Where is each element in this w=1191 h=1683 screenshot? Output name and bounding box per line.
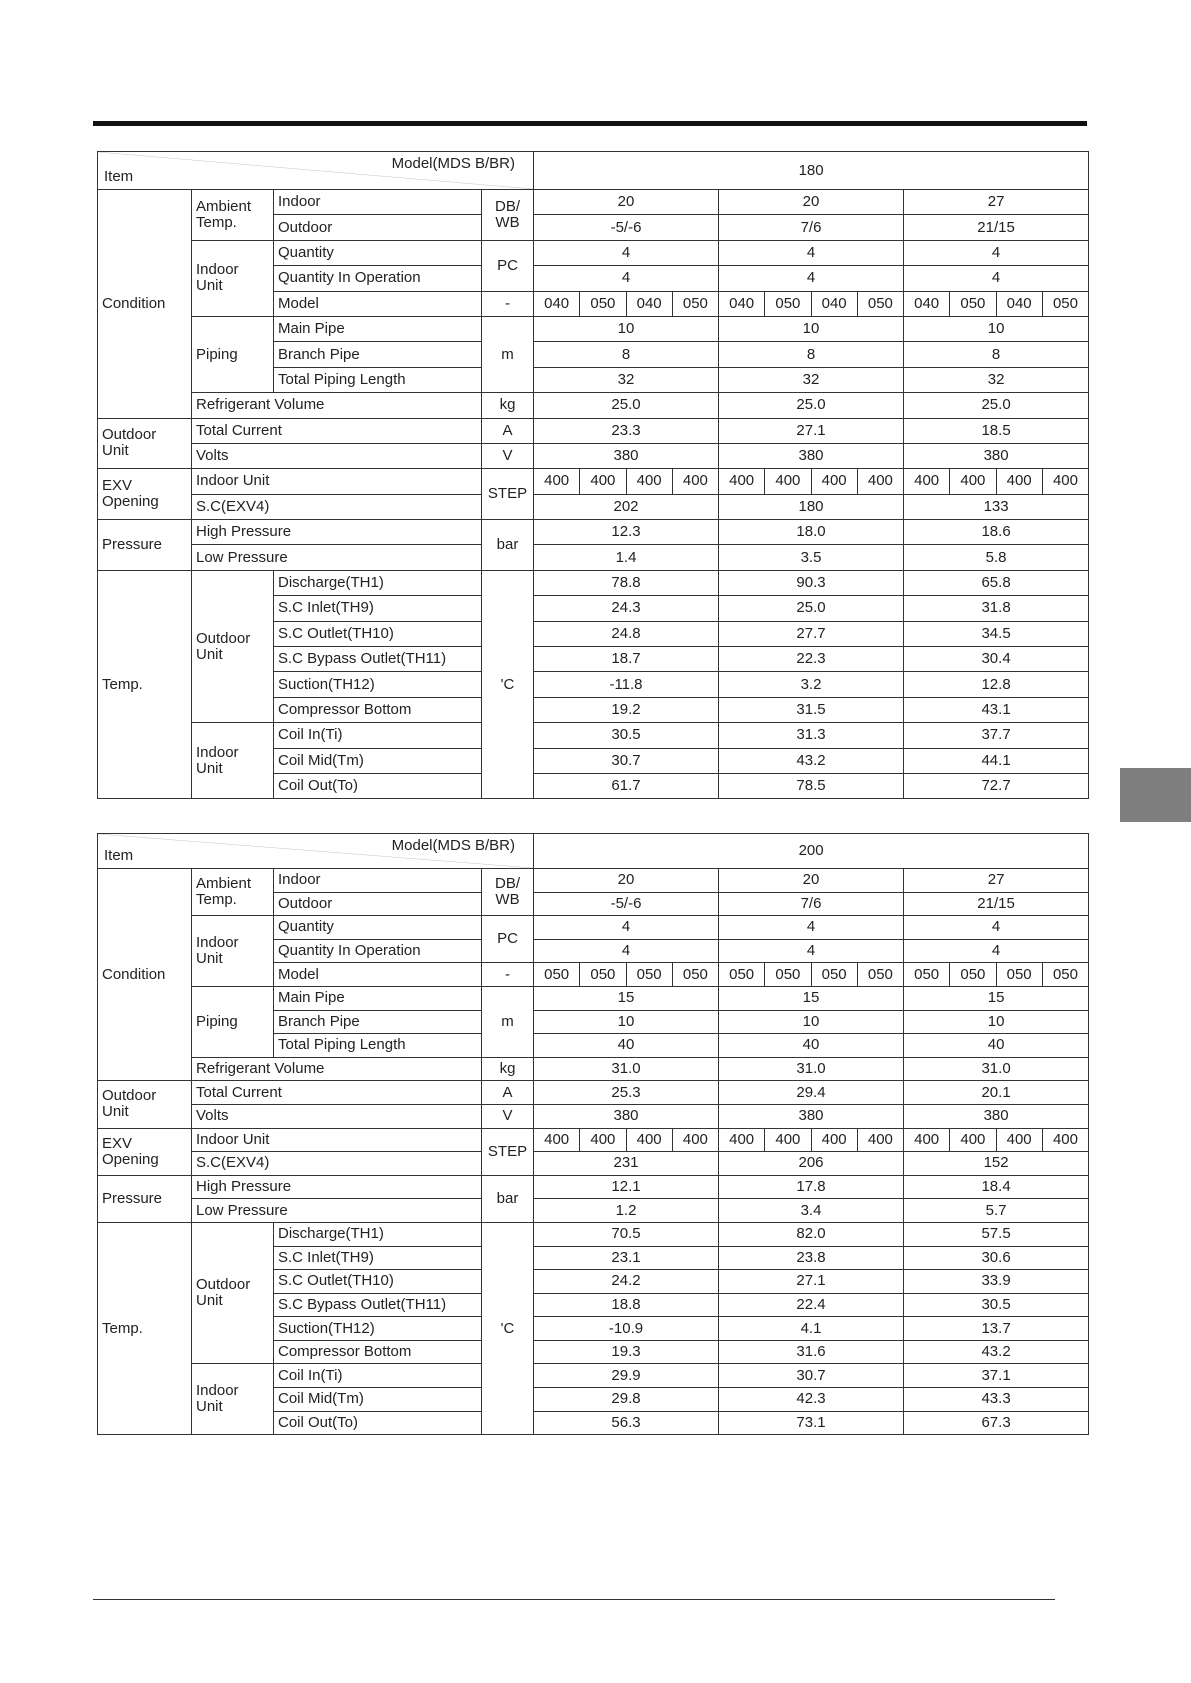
value-cell: 30.5 bbox=[904, 1293, 1089, 1317]
sub-value-cell: 400 bbox=[996, 1128, 1042, 1152]
compressor-bottom-label: Compressor Bottom bbox=[274, 697, 482, 722]
total-piping-label: Total Piping Length bbox=[274, 1034, 482, 1058]
value-cell: 10 bbox=[904, 1010, 1089, 1034]
sub-value-cell: 050 bbox=[857, 291, 903, 316]
value-cell: 380 bbox=[904, 443, 1089, 468]
sub-value-cell: 050 bbox=[950, 291, 996, 316]
coil-in-label: Coil In(Ti) bbox=[274, 1364, 482, 1388]
sc-bypass-label: S.C Bypass Outlet(TH11) bbox=[274, 647, 482, 672]
indoor-temp-label: Indoor bbox=[274, 869, 482, 893]
sub-value-cell: 400 bbox=[580, 1128, 626, 1152]
value-cell: 21/15 bbox=[904, 215, 1089, 240]
value-cell: 8 bbox=[534, 342, 719, 367]
value-cell: 10 bbox=[719, 316, 904, 341]
value-cell: 24.2 bbox=[534, 1270, 719, 1294]
value-cell: 40 bbox=[904, 1034, 1089, 1058]
value-cell: 10 bbox=[719, 1010, 904, 1034]
value-cell: 380 bbox=[534, 443, 719, 468]
sub-value-cell: 040 bbox=[534, 291, 580, 316]
indoor-unit-label: Indoor Unit bbox=[192, 916, 274, 987]
value-cell: 31.0 bbox=[534, 1057, 719, 1081]
value-cell: 42.3 bbox=[719, 1388, 904, 1412]
main-pipe-label: Main Pipe bbox=[274, 316, 482, 341]
value-cell: 4 bbox=[534, 916, 719, 940]
value-cell: 37.7 bbox=[904, 723, 1089, 748]
unit-bar: bar bbox=[482, 520, 534, 571]
bottom-rule bbox=[93, 1599, 1055, 1600]
value-cell: 23.8 bbox=[719, 1246, 904, 1270]
value-cell: 57.5 bbox=[904, 1222, 1089, 1246]
value-cell: 4 bbox=[534, 240, 719, 265]
sub-value-cell: 050 bbox=[534, 963, 580, 987]
value-cell: 43.3 bbox=[904, 1388, 1089, 1412]
value-cell: 4 bbox=[534, 266, 719, 291]
unit-celsius: 'C bbox=[482, 1222, 534, 1434]
quantity-label: Quantity bbox=[274, 916, 482, 940]
outdoor-unit-label: Outdoor Unit bbox=[98, 418, 192, 469]
sub-value-cell: 050 bbox=[672, 963, 718, 987]
value-cell: 3.5 bbox=[719, 545, 904, 570]
value-cell: 4 bbox=[534, 939, 719, 963]
value-cell: 380 bbox=[719, 443, 904, 468]
value-cell: 73.1 bbox=[719, 1411, 904, 1435]
indoor-unit-label: Indoor Unit bbox=[192, 240, 274, 316]
value-cell: 31.0 bbox=[904, 1057, 1089, 1081]
value-cell: 380 bbox=[534, 1104, 719, 1128]
sub-value-cell: 400 bbox=[857, 469, 903, 494]
value-cell: 31.5 bbox=[719, 697, 904, 722]
value-cell: 1.2 bbox=[534, 1199, 719, 1223]
sc-bypass-label: S.C Bypass Outlet(TH11) bbox=[274, 1293, 482, 1317]
sub-value-cell: 400 bbox=[1042, 469, 1088, 494]
value-cell: 40 bbox=[534, 1034, 719, 1058]
unit-v: V bbox=[482, 443, 534, 468]
sub-value-cell: 400 bbox=[765, 469, 811, 494]
value-cell: 30.4 bbox=[904, 647, 1089, 672]
value-cell: 380 bbox=[904, 1104, 1089, 1128]
value-cell: 22.4 bbox=[719, 1293, 904, 1317]
sub-value-cell: 400 bbox=[534, 1128, 580, 1152]
value-cell: 4 bbox=[904, 916, 1089, 940]
piping-label: Piping bbox=[192, 316, 274, 392]
value-cell: 32 bbox=[719, 367, 904, 392]
outdoor-temp-label: Outdoor bbox=[274, 215, 482, 240]
sub-value-cell: 050 bbox=[1042, 963, 1088, 987]
value-cell: 4 bbox=[904, 939, 1089, 963]
unit-celsius: 'C bbox=[482, 570, 534, 799]
low-pressure-label: Low Pressure bbox=[192, 1199, 482, 1223]
value-cell: 4 bbox=[904, 266, 1089, 291]
value-cell: 72.7 bbox=[904, 773, 1089, 798]
value-cell: 34.5 bbox=[904, 621, 1089, 646]
piping-label: Piping bbox=[192, 986, 274, 1057]
sub-value-cell: 050 bbox=[580, 291, 626, 316]
spec-table-200 bbox=[97, 833, 1089, 1435]
value-cell: 20 bbox=[534, 869, 719, 893]
value-cell: 24.8 bbox=[534, 621, 719, 646]
value-cell: 10 bbox=[904, 316, 1089, 341]
sub-value-cell: 400 bbox=[857, 1128, 903, 1152]
value-cell: 70.5 bbox=[534, 1222, 719, 1246]
sub-value-cell: 400 bbox=[719, 1128, 765, 1152]
value-cell: 18.0 bbox=[719, 520, 904, 545]
quantity-op-label: Quantity In Operation bbox=[274, 939, 482, 963]
value-cell: 8 bbox=[719, 342, 904, 367]
unit-bar: bar bbox=[482, 1175, 534, 1222]
sub-value-cell: 050 bbox=[857, 963, 903, 987]
value-cell: 43.2 bbox=[719, 748, 904, 773]
value-cell: 18.5 bbox=[904, 418, 1089, 443]
value-cell: 31.3 bbox=[719, 723, 904, 748]
sub-value-cell: 040 bbox=[811, 291, 857, 316]
sc-exv4-label: S.C(EXV4) bbox=[192, 494, 482, 519]
unit-a: A bbox=[482, 1081, 534, 1105]
outdoor-temp-label: Outdoor bbox=[274, 892, 482, 916]
quantity-op-label: Quantity In Operation bbox=[274, 266, 482, 291]
value-cell: 29.8 bbox=[534, 1388, 719, 1412]
sub-value-cell: 400 bbox=[904, 1128, 950, 1152]
model-number: 180 bbox=[534, 152, 1089, 190]
value-cell: 7/6 bbox=[719, 215, 904, 240]
sub-value-cell: 050 bbox=[811, 963, 857, 987]
item-model-header bbox=[98, 834, 534, 869]
value-cell: 29.4 bbox=[719, 1081, 904, 1105]
value-cell: 61.7 bbox=[534, 773, 719, 798]
value-cell: 4 bbox=[719, 939, 904, 963]
value-cell: 31.6 bbox=[719, 1340, 904, 1364]
model-label: Model bbox=[274, 291, 482, 316]
sub-value-cell: 400 bbox=[672, 469, 718, 494]
value-cell: 5.8 bbox=[904, 545, 1089, 570]
sc-inlet-label: S.C Inlet(TH9) bbox=[274, 596, 482, 621]
value-cell: 18.7 bbox=[534, 647, 719, 672]
value-cell: 18.6 bbox=[904, 520, 1089, 545]
value-cell: 202 bbox=[534, 494, 719, 519]
value-cell: 13.7 bbox=[904, 1317, 1089, 1341]
value-cell: 3.2 bbox=[719, 672, 904, 697]
ambient-temp-label: Ambient Temp. bbox=[192, 869, 274, 916]
temp-outdoor-unit-label: Outdoor Unit bbox=[192, 570, 274, 722]
value-cell: 30.7 bbox=[534, 748, 719, 773]
sub-value-cell: 050 bbox=[1042, 291, 1088, 316]
value-cell: 27 bbox=[904, 869, 1089, 893]
quantity-label: Quantity bbox=[274, 240, 482, 265]
value-cell: 20 bbox=[719, 869, 904, 893]
suction-label: Suction(TH12) bbox=[274, 1317, 482, 1341]
value-cell: 78.8 bbox=[534, 570, 719, 595]
compressor-bottom-label: Compressor Bottom bbox=[274, 1340, 482, 1364]
temp-label: Temp. bbox=[98, 570, 192, 799]
value-cell: 19.2 bbox=[534, 697, 719, 722]
sub-value-cell: 400 bbox=[765, 1128, 811, 1152]
exv-indoor-label: Indoor Unit bbox=[192, 1128, 482, 1152]
value-cell: 12.1 bbox=[534, 1175, 719, 1199]
refrigerant-label: Refrigerant Volume bbox=[192, 393, 482, 418]
sub-value-cell: 050 bbox=[904, 963, 950, 987]
sub-value-cell: 400 bbox=[534, 469, 580, 494]
value-cell: 180 bbox=[719, 494, 904, 519]
branch-pipe-label: Branch Pipe bbox=[274, 342, 482, 367]
unit-pc: PC bbox=[482, 916, 534, 963]
unit-step: STEP bbox=[482, 469, 534, 520]
sub-value-cell: 400 bbox=[626, 469, 672, 494]
unit-dbwb: DB/ WB bbox=[482, 869, 534, 916]
exv-opening-label: EXV Opening bbox=[98, 1128, 192, 1175]
value-cell: 27.7 bbox=[719, 621, 904, 646]
value-cell: 18.4 bbox=[904, 1175, 1089, 1199]
sub-value-cell: 400 bbox=[950, 469, 996, 494]
unit-a: A bbox=[482, 418, 534, 443]
value-cell: -5/-6 bbox=[534, 215, 719, 240]
coil-out-label: Coil Out(To) bbox=[274, 773, 482, 798]
unit-step: STEP bbox=[482, 1128, 534, 1175]
unit-v: V bbox=[482, 1104, 534, 1128]
value-cell: 78.5 bbox=[719, 773, 904, 798]
high-pressure-label: High Pressure bbox=[192, 520, 482, 545]
value-cell: 5.7 bbox=[904, 1199, 1089, 1223]
temp-indoor-unit-label: Indoor Unit bbox=[192, 1364, 274, 1435]
value-cell: -10.9 bbox=[534, 1317, 719, 1341]
value-cell: 25.0 bbox=[904, 393, 1089, 418]
coil-out-label: Coil Out(To) bbox=[274, 1411, 482, 1435]
unit-m: m bbox=[482, 316, 534, 392]
value-cell: 12.8 bbox=[904, 672, 1089, 697]
sub-value-cell: 400 bbox=[811, 1128, 857, 1152]
value-cell: 90.3 bbox=[719, 570, 904, 595]
value-cell: 56.3 bbox=[534, 1411, 719, 1435]
value-cell: 30.7 bbox=[719, 1364, 904, 1388]
value-cell: 1.4 bbox=[534, 545, 719, 570]
coil-in-label: Coil In(Ti) bbox=[274, 723, 482, 748]
value-cell: 25.0 bbox=[719, 596, 904, 621]
value-cell: 4 bbox=[904, 240, 1089, 265]
total-current-label: Total Current bbox=[192, 418, 482, 443]
condition-label: Condition bbox=[98, 190, 192, 419]
sc-exv4-label: S.C(EXV4) bbox=[192, 1152, 482, 1176]
exv-opening-label: EXV Opening bbox=[98, 469, 192, 520]
value-cell: 380 bbox=[719, 1104, 904, 1128]
value-cell: 82.0 bbox=[719, 1222, 904, 1246]
model-header-label: Model(MDS B/BR) bbox=[391, 837, 515, 854]
sub-value-cell: 400 bbox=[580, 469, 626, 494]
pressure-label: Pressure bbox=[98, 520, 192, 571]
value-cell: -11.8 bbox=[534, 672, 719, 697]
value-cell: 32 bbox=[534, 367, 719, 392]
pressure-label: Pressure bbox=[98, 1175, 192, 1222]
exv-indoor-label: Indoor Unit bbox=[192, 469, 482, 494]
sub-value-cell: 400 bbox=[672, 1128, 718, 1152]
value-cell: 65.8 bbox=[904, 570, 1089, 595]
refrigerant-label: Refrigerant Volume bbox=[192, 1057, 482, 1081]
value-cell: 31.8 bbox=[904, 596, 1089, 621]
value-cell: 15 bbox=[719, 986, 904, 1010]
model-label: Model bbox=[274, 963, 482, 987]
value-cell: -5/-6 bbox=[534, 892, 719, 916]
sub-value-cell: 400 bbox=[811, 469, 857, 494]
outdoor-unit-label: Outdoor Unit bbox=[98, 1081, 192, 1128]
section-tab bbox=[1120, 768, 1191, 822]
discharge-label: Discharge(TH1) bbox=[274, 1222, 482, 1246]
unit-dash: - bbox=[482, 291, 534, 316]
value-cell: 10 bbox=[534, 316, 719, 341]
temp-outdoor-unit-label: Outdoor Unit bbox=[192, 1222, 274, 1364]
value-cell: 25.3 bbox=[534, 1081, 719, 1105]
unit-dash: - bbox=[482, 963, 534, 987]
value-cell: 20 bbox=[534, 190, 719, 215]
discharge-label: Discharge(TH1) bbox=[274, 570, 482, 595]
value-cell: 23.1 bbox=[534, 1246, 719, 1270]
value-cell: 67.3 bbox=[904, 1411, 1089, 1435]
value-cell: 27.1 bbox=[719, 418, 904, 443]
low-pressure-label: Low Pressure bbox=[192, 545, 482, 570]
value-cell: 37.1 bbox=[904, 1364, 1089, 1388]
value-cell: 10 bbox=[534, 1010, 719, 1034]
sub-value-cell: 050 bbox=[765, 963, 811, 987]
sub-value-cell: 050 bbox=[996, 963, 1042, 987]
value-cell: 30.5 bbox=[534, 723, 719, 748]
value-cell: 15 bbox=[904, 986, 1089, 1010]
item-label: Item bbox=[104, 847, 134, 864]
value-cell: 133 bbox=[904, 494, 1089, 519]
value-cell: 8 bbox=[904, 342, 1089, 367]
model-number: 200 bbox=[534, 834, 1089, 869]
sc-outlet-label: S.C Outlet(TH10) bbox=[274, 621, 482, 646]
sub-value-cell: 050 bbox=[626, 963, 672, 987]
sc-outlet-label: S.C Outlet(TH10) bbox=[274, 1270, 482, 1294]
sub-value-cell: 050 bbox=[719, 963, 765, 987]
unit-dbwb: DB/ WB bbox=[482, 190, 534, 241]
sub-value-cell: 040 bbox=[719, 291, 765, 316]
value-cell: 18.8 bbox=[534, 1293, 719, 1317]
volts-label: Volts bbox=[192, 443, 482, 468]
ambient-temp-label: Ambient Temp. bbox=[192, 190, 274, 241]
value-cell: 33.9 bbox=[904, 1270, 1089, 1294]
branch-pipe-label: Branch Pipe bbox=[274, 1010, 482, 1034]
sub-value-cell: 040 bbox=[904, 291, 950, 316]
item-model-header bbox=[98, 152, 534, 190]
value-cell: 31.0 bbox=[719, 1057, 904, 1081]
volts-label: Volts bbox=[192, 1104, 482, 1128]
value-cell: 23.3 bbox=[534, 418, 719, 443]
value-cell: 4.1 bbox=[719, 1317, 904, 1341]
sub-value-cell: 400 bbox=[1042, 1128, 1088, 1152]
indoor-temp-label: Indoor bbox=[274, 190, 482, 215]
sc-inlet-label: S.C Inlet(TH9) bbox=[274, 1246, 482, 1270]
value-cell: 22.3 bbox=[719, 647, 904, 672]
sub-value-cell: 040 bbox=[626, 291, 672, 316]
value-cell: 25.0 bbox=[534, 393, 719, 418]
value-cell: 206 bbox=[719, 1152, 904, 1176]
top-rule bbox=[93, 121, 1087, 126]
value-cell: 25.0 bbox=[719, 393, 904, 418]
value-cell: 12.3 bbox=[534, 520, 719, 545]
value-cell: 44.1 bbox=[904, 748, 1089, 773]
sub-value-cell: 050 bbox=[950, 963, 996, 987]
condition-label: Condition bbox=[98, 869, 192, 1081]
value-cell: 40 bbox=[719, 1034, 904, 1058]
value-cell: 19.3 bbox=[534, 1340, 719, 1364]
spec-table-180 bbox=[97, 151, 1089, 799]
value-cell: 27 bbox=[904, 190, 1089, 215]
unit-pc: PC bbox=[482, 240, 534, 291]
value-cell: 231 bbox=[534, 1152, 719, 1176]
sub-value-cell: 400 bbox=[950, 1128, 996, 1152]
value-cell: 32 bbox=[904, 367, 1089, 392]
total-piping-label: Total Piping Length bbox=[274, 367, 482, 392]
unit-kg: kg bbox=[482, 393, 534, 418]
temp-indoor-unit-label: Indoor Unit bbox=[192, 723, 274, 799]
sub-value-cell: 040 bbox=[996, 291, 1042, 316]
sub-value-cell: 050 bbox=[672, 291, 718, 316]
item-label: Item bbox=[104, 168, 134, 185]
sub-value-cell: 400 bbox=[719, 469, 765, 494]
value-cell: 27.1 bbox=[719, 1270, 904, 1294]
value-cell: 17.8 bbox=[719, 1175, 904, 1199]
value-cell: 3.4 bbox=[719, 1199, 904, 1223]
value-cell: 43.2 bbox=[904, 1340, 1089, 1364]
value-cell: 24.3 bbox=[534, 596, 719, 621]
coil-mid-label: Coil Mid(Tm) bbox=[274, 1388, 482, 1412]
model-header-label: Model(MDS B/BR) bbox=[391, 155, 515, 172]
temp-label: Temp. bbox=[98, 1222, 192, 1434]
main-pipe-label: Main Pipe bbox=[274, 986, 482, 1010]
unit-kg: kg bbox=[482, 1057, 534, 1081]
value-cell: 152 bbox=[904, 1152, 1089, 1176]
value-cell: 43.1 bbox=[904, 697, 1089, 722]
value-cell: 20 bbox=[719, 190, 904, 215]
suction-label: Suction(TH12) bbox=[274, 672, 482, 697]
value-cell: 4 bbox=[719, 240, 904, 265]
sub-value-cell: 400 bbox=[626, 1128, 672, 1152]
value-cell: 4 bbox=[719, 916, 904, 940]
value-cell: 21/15 bbox=[904, 892, 1089, 916]
total-current-label: Total Current bbox=[192, 1081, 482, 1105]
value-cell: 15 bbox=[534, 986, 719, 1010]
unit-m: m bbox=[482, 986, 534, 1057]
high-pressure-label: High Pressure bbox=[192, 1175, 482, 1199]
value-cell: 29.9 bbox=[534, 1364, 719, 1388]
value-cell: 30.6 bbox=[904, 1246, 1089, 1270]
value-cell: 4 bbox=[719, 266, 904, 291]
sub-value-cell: 400 bbox=[996, 469, 1042, 494]
coil-mid-label: Coil Mid(Tm) bbox=[274, 748, 482, 773]
value-cell: 20.1 bbox=[904, 1081, 1089, 1105]
sub-value-cell: 050 bbox=[765, 291, 811, 316]
value-cell: 7/6 bbox=[719, 892, 904, 916]
sub-value-cell: 400 bbox=[904, 469, 950, 494]
sub-value-cell: 050 bbox=[580, 963, 626, 987]
